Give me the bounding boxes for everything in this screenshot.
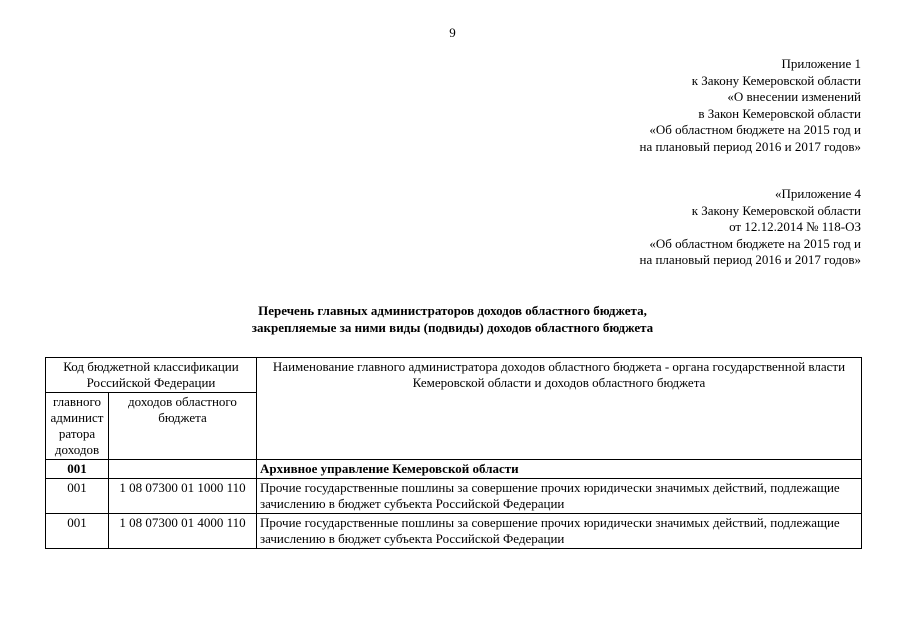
appendix-1-line: к Закону Кемеровской области [691, 72, 861, 88]
row-name: Прочие государственные пошлины за совершение прочих юридически значимых действий, подлежащие зачислению в бюджет субъекта Российской Федерации [257, 514, 862, 549]
row-admin-code: 001 [46, 514, 109, 549]
table-row [46, 514, 862, 549]
appendix-1-line: «О внесении изменений [727, 89, 861, 104]
document-title [0, 302, 905, 336]
appendix-4-line: «Приложение 4 [774, 186, 861, 201]
table-row [46, 479, 862, 514]
table-row [46, 460, 862, 479]
appendix-1-header [640, 56, 862, 155]
appendix-4-line: «Об областном бюджете на 2015 год и [649, 235, 861, 251]
row-income-code: 1 08 07300 01 4000 110 [109, 514, 257, 549]
header-income-code: доходов областного бюджета [109, 393, 257, 460]
appendix-1-line: в Закон Кемеровской области [698, 105, 861, 121]
row-admin-code: 001 [46, 460, 109, 479]
header-main-administrator: главного админист ратора доходов [46, 393, 109, 460]
document-title-line-2: закрепляемые за ними виды (подвиды) доходов областного бюджета [251, 320, 654, 335]
row-income-code: 1 08 07300 01 1000 110 [109, 479, 257, 514]
appendix-1-line: «Об областном бюджете на 2015 год и [649, 122, 861, 137]
row-income-code [109, 460, 257, 479]
administrators-table [45, 357, 862, 549]
header-budget-code: Код бюджетной классификации Российской Федерации [46, 358, 257, 393]
appendix-4-line: к Закону Кемеровской области [691, 202, 861, 218]
row-name: Прочие государственные пошлины за совершение прочих юридически значимых действий, подлежащие зачислению в бюджет субъекта Российской Федерации [257, 479, 862, 514]
page-number: 9 [449, 25, 456, 40]
appendix-4-line: от 12.12.2014 № 118-ОЗ [729, 219, 861, 234]
appendix-4-header [640, 186, 862, 269]
appendix-1-line: на плановый период 2016 и 2017 годов» [639, 138, 861, 154]
table-header-row [46, 358, 862, 393]
row-name: Архивное управление Кемеровской области [257, 460, 862, 479]
row-admin-code: 001 [46, 479, 109, 514]
appendix-1-line: Приложение 1 [781, 56, 861, 71]
document-title-line-1: Перечень главных администраторов доходов областного бюджета, [258, 303, 647, 318]
appendix-4-line: на плановый период 2016 и 2017 годов» [639, 252, 861, 267]
header-administrator-name: Наименование главного администратора доходов областного бюджета - органа государственной власти Кемеровской области и доходов областного бюджета [257, 358, 862, 460]
